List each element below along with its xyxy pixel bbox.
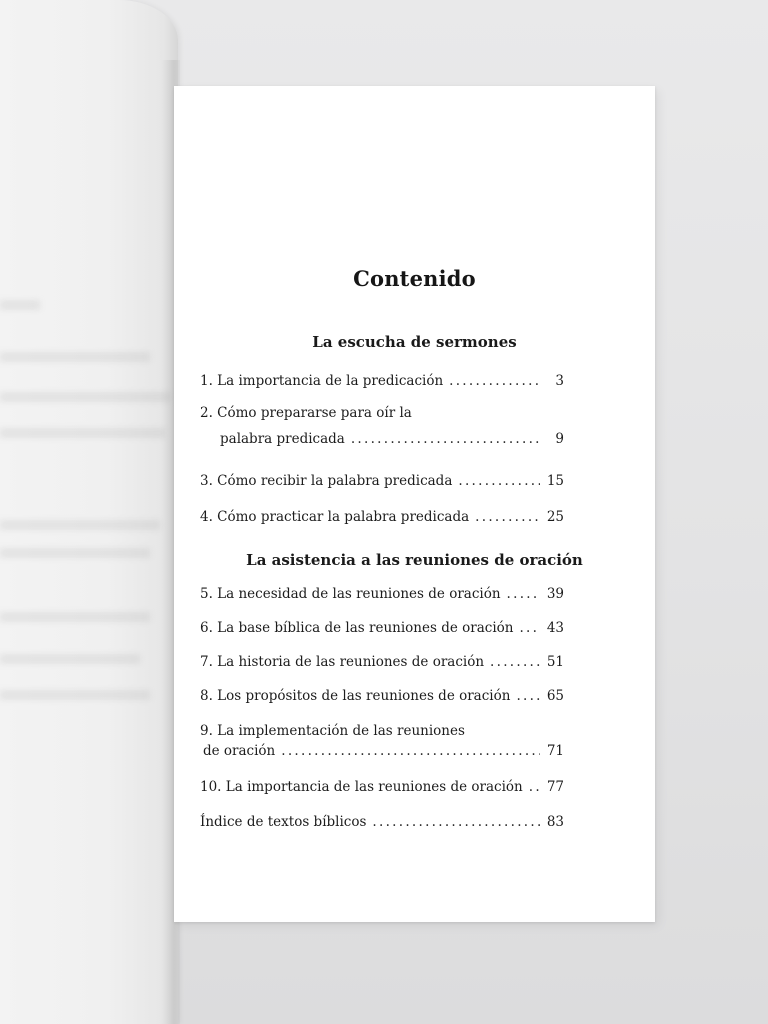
page-title: Contenido — [353, 266, 476, 291]
toc-entry[interactable] — [200, 620, 564, 636]
dot-leader — [516, 688, 540, 704]
toc-page-number: 43 — [546, 620, 564, 636]
toc-entry-title-continued: palabra predicada — [220, 431, 345, 447]
toc-entry-title-continued: de oración — [203, 743, 276, 759]
toc-entry[interactable] — [200, 586, 564, 602]
toc-entry[interactable] — [200, 723, 564, 759]
dot-leader — [351, 431, 540, 447]
faded-text-line — [0, 690, 150, 700]
dot-leader — [490, 654, 540, 670]
toc-entry-title: 4. Cómo practicar la palabra predicada — [200, 509, 470, 525]
faded-text-line — [0, 548, 150, 558]
toc-page-number: 3 — [555, 373, 564, 389]
toc-entry-title: 9. La implementación de las reuniones — [200, 723, 465, 739]
faded-text-line — [0, 352, 150, 362]
faded-text-line — [0, 654, 140, 664]
contents-page — [174, 86, 655, 922]
toc-page-number: 71 — [546, 743, 564, 759]
dot-leader — [281, 743, 540, 759]
toc-page-number: 9 — [555, 431, 564, 447]
toc-page-number: 83 — [546, 814, 564, 830]
toc-entry-title: 2. Cómo prepararse para oír la — [200, 405, 412, 421]
toc-entry-title: 3. Cómo recibir la palabra predicada — [200, 473, 453, 489]
faded-text-line — [0, 520, 160, 530]
left-page — [0, 0, 178, 1024]
toc-entry-title: 7. La historia de las reuniones de oración — [200, 654, 485, 670]
toc-entry-title: Índice de textos bíblicos — [200, 814, 367, 830]
toc-page-number: 77 — [546, 779, 564, 795]
dot-leader — [458, 473, 540, 489]
section-heading: La escucha de sermones — [312, 333, 517, 351]
toc-entry[interactable] — [200, 405, 564, 447]
faded-text-line — [0, 392, 170, 402]
toc-entry[interactable] — [200, 509, 564, 525]
faded-text-line — [0, 300, 40, 310]
dot-leader — [519, 620, 540, 636]
faded-text-line — [0, 612, 150, 622]
section-heading: La asistencia a las reuniones de oración — [246, 551, 583, 569]
dot-leader — [507, 586, 540, 602]
toc-entry-title: 5. La necesidad de las reuniones de oración — [200, 586, 501, 602]
faded-text-line — [0, 428, 165, 438]
dot-leader — [475, 509, 540, 525]
dot-leader — [372, 814, 540, 830]
toc-page-number: 65 — [546, 688, 564, 704]
toc-entry[interactable] — [200, 473, 564, 489]
toc-entry[interactable] — [200, 779, 564, 795]
toc-entry[interactable] — [200, 654, 564, 670]
toc-page-number: 15 — [546, 473, 564, 489]
toc-page-number: 51 — [546, 654, 564, 670]
toc-entry[interactable] — [200, 814, 564, 830]
dot-leader — [529, 779, 540, 795]
toc-entry-title: 10. La importancia de las reuniones de oración — [200, 779, 523, 795]
toc-entry-title: 6. La base bíblica de las reuniones de oración — [200, 620, 514, 636]
toc-entry-title: 8. Los propósitos de las reuniones de oración — [200, 688, 511, 704]
toc-entry[interactable] — [200, 373, 564, 389]
toc-entry[interactable] — [200, 688, 564, 704]
toc-page-number: 25 — [546, 509, 564, 525]
toc-page-number: 39 — [546, 586, 564, 602]
toc-entry-title: 1. La importancia de la predicación — [200, 373, 444, 389]
dot-leader — [449, 373, 540, 389]
